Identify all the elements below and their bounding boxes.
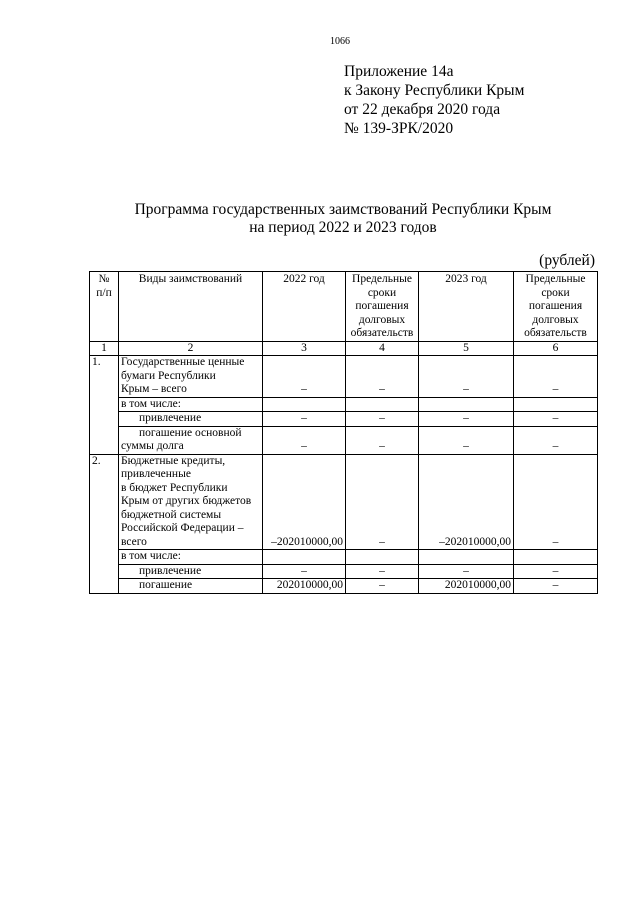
terms-2022: – [346,564,419,579]
appendix-line: Приложение 14а [344,63,454,80]
col-number: 4 [346,341,419,356]
terms-2022: – [346,579,419,594]
value-2022: – [263,564,346,579]
appendix-line: к Закону Республики Крым [344,82,525,99]
row-label: погашение [119,579,263,594]
table-row [90,579,598,594]
terms-2022: – [346,412,419,427]
unit-label: (рублей) [539,252,595,269]
row-number: 1. [90,356,119,455]
column-numbers-row [90,341,598,356]
appendix-line: от 22 декабря 2020 года [344,101,501,118]
terms-2023: – [514,412,598,427]
appendix-line: № 139-ЗРК/2020 [344,120,454,137]
value-2022: – [263,412,346,427]
row-label: Государственные ценные бумаги Республики Крым – всего [119,356,263,398]
terms-2023: – [514,356,598,398]
value-2023: – [419,564,514,579]
table-row [90,412,598,427]
col-number: 1 [90,341,119,356]
title-line: на период 2022 и 2023 годов [249,219,437,236]
value-2023: – [419,412,514,427]
terms-2022: – [346,426,419,454]
col-number: 3 [263,341,346,356]
row-label: привлечение [119,412,263,427]
terms-2023: – [514,454,598,550]
row-label: привлечение [119,564,263,579]
appendix-header [344,62,524,138]
value-2022: – [263,426,346,454]
table-row [90,550,598,565]
value-2023: –202010000,00 [419,454,514,550]
row-label: в том числе: [119,550,263,565]
col-number: 5 [419,341,514,356]
terms-2022: – [346,454,419,550]
terms-2023: – [514,564,598,579]
document-title [0,201,640,237]
value-2022: –202010000,00 [263,454,346,550]
terms-2023: – [514,426,598,454]
header-terms-2022: Предельные сроки погашения долговых обязательств [346,272,419,342]
value-2022: 202010000,00 [263,579,346,594]
title-line: Программа государственных заимствований Республики Крым [134,201,552,218]
header-num: № п/п [90,272,119,342]
value-2023: – [419,356,514,398]
row-label: в том числе: [119,397,263,412]
table-row [90,564,598,579]
page-number: 1066 [330,36,350,47]
header-type: Виды заимствований [119,272,263,342]
header-2022: 2022 год [263,272,346,342]
table-row [90,426,598,454]
header-2023: 2023 год [419,272,514,342]
borrowing-program-table [89,271,598,594]
value-2023: 202010000,00 [419,579,514,594]
value-2023: – [419,426,514,454]
row-label: погашение основной суммы долга [119,426,263,454]
row-number: 2. [90,454,119,593]
header-terms-2023: Предельные сроки погашения долговых обязательств [514,272,598,342]
table-row [90,397,598,412]
terms-2022: – [346,356,419,398]
col-number: 6 [514,341,598,356]
col-number: 2 [119,341,263,356]
table-header-row [90,272,598,342]
terms-2023: – [514,579,598,594]
row-label: Бюджетные кредиты, привлеченные в бюджет Республики Крым от других бюджетов бюджетной системы Российской Федерации – всего [119,454,263,550]
table-row [90,454,598,550]
value-2022: – [263,356,346,398]
table-row [90,356,598,398]
